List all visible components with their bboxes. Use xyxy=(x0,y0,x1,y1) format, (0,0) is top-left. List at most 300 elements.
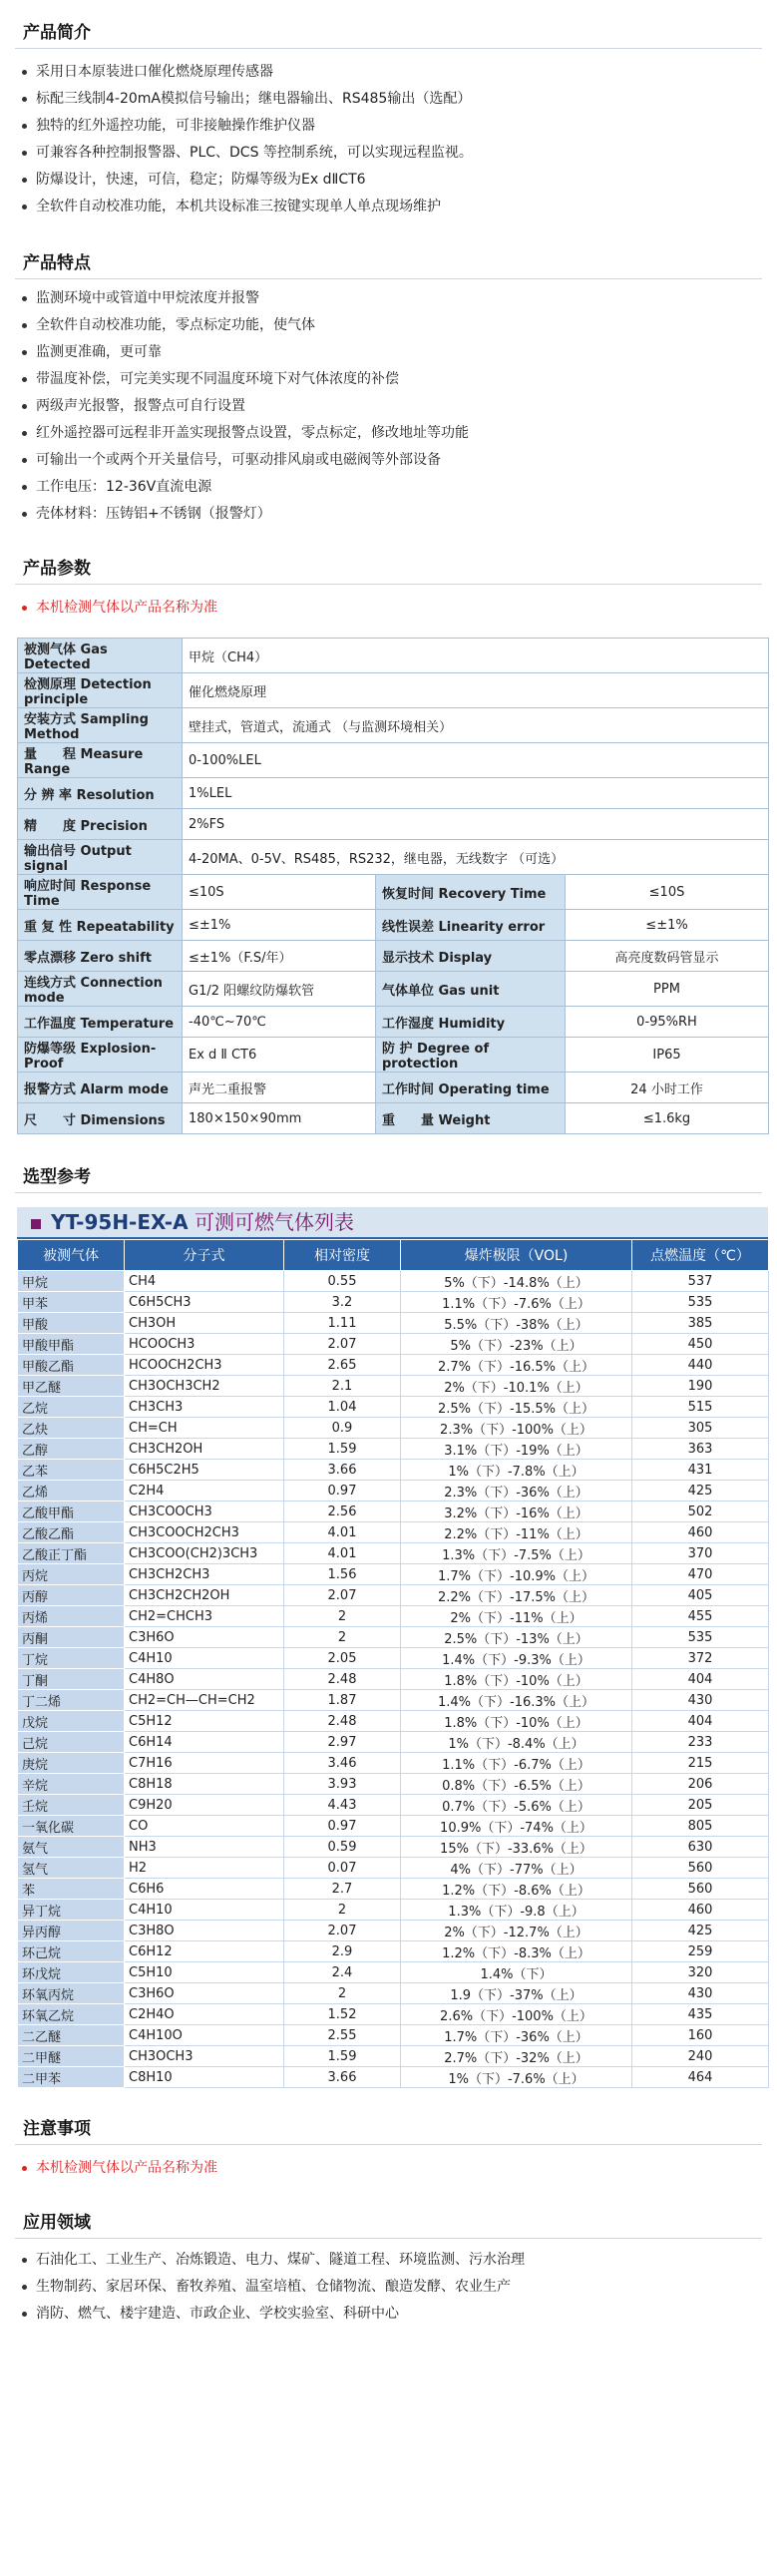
spec-table xyxy=(17,638,769,1134)
table-cell: 0.97 xyxy=(284,1481,401,1502)
table-cell: 206 xyxy=(632,1774,769,1795)
table-cell: 0.7%（下）-5.6%（上） xyxy=(401,1795,632,1816)
gas-list-heading xyxy=(17,1207,768,1239)
spec-value: 0-100%LEL xyxy=(183,743,769,778)
list-item: 红外遥控器可远程非开盖实现报警点设置，零点标定，修改地址等功能 xyxy=(22,420,777,447)
table-cell: 环己烷 xyxy=(18,1941,125,1962)
table-cell: 1.4%（下）-16.3%（上） xyxy=(401,1690,632,1711)
table-cell: 丙醇 xyxy=(18,1585,125,1606)
spec-row xyxy=(18,1073,769,1103)
table-cell: 1.56 xyxy=(284,1564,401,1585)
table-cell: 190 xyxy=(632,1376,769,1397)
table-row xyxy=(18,1627,769,1648)
spec-key: 重 复 性 Repeatability xyxy=(18,910,183,941)
table-cell: 560 xyxy=(632,1858,769,1879)
spec-key: 防爆等级 Explosion-Proof xyxy=(18,1038,183,1073)
spec-row xyxy=(18,910,769,941)
section-title-features: 产品特点 xyxy=(15,230,762,279)
table-cell: 1.87 xyxy=(284,1690,401,1711)
table-cell: C4H10 xyxy=(125,1900,284,1921)
list-item: 防爆设计，快速，可信，稳定；防爆等级为Ex dⅡCT6 xyxy=(22,167,777,194)
table-cell: 甲酸甲酯 xyxy=(18,1334,125,1355)
gas-list-model: YT-95H-EX-A xyxy=(51,1210,189,1234)
table-cell: 2 xyxy=(284,1900,401,1921)
table-row xyxy=(18,1900,769,1921)
table-cell: 苯 xyxy=(18,1879,125,1900)
table-row xyxy=(18,1564,769,1585)
table-cell: 0.59 xyxy=(284,1837,401,1858)
table-cell: C6H12 xyxy=(125,1941,284,1962)
table-cell: 甲乙醚 xyxy=(18,1376,125,1397)
table-row xyxy=(18,1879,769,1900)
table-cell: 乙酸乙酯 xyxy=(18,1522,125,1543)
table-cell: 537 xyxy=(632,1271,769,1292)
list-item: 本机检测气体以产品名称为准 xyxy=(22,2155,777,2182)
spec-key: 量 程 Measure Range xyxy=(18,743,183,778)
table-cell: 乙烯 xyxy=(18,1481,125,1502)
table-cell: C3H6O xyxy=(125,1627,284,1648)
spec-key: 显示技术 Display xyxy=(376,941,566,972)
table-cell: 氢气 xyxy=(18,1858,125,1879)
table-cell: C3H6O xyxy=(125,1983,284,2004)
table-cell: 丁二烯 xyxy=(18,1690,125,1711)
table-cell: 305 xyxy=(632,1418,769,1439)
table-cell: 庚烷 xyxy=(18,1753,125,1774)
table-row xyxy=(18,1753,769,1774)
table-cell: CH3CH2CH3 xyxy=(125,1564,284,1585)
table-cell: 环氧丙烷 xyxy=(18,1983,125,2004)
table-cell: 2%（下）-12.7%（上） xyxy=(401,1921,632,1941)
intro-list xyxy=(0,59,777,220)
table-cell: 丙酮 xyxy=(18,1627,125,1648)
table-row xyxy=(18,1418,769,1439)
spec-key: 工作湿度 Humidity xyxy=(376,1007,566,1038)
list-item: 采用日本原装进口催化燃烧原理传感器 xyxy=(22,59,777,86)
table-row xyxy=(18,1522,769,1543)
applications-list xyxy=(0,2247,777,2328)
spec-row xyxy=(18,840,769,875)
spec-value: 壁挂式，管道式，流通式 （与监测环境相关） xyxy=(183,708,769,743)
table-cell: CH3CH2OH xyxy=(125,1439,284,1460)
table-cell: 丙烯 xyxy=(18,1606,125,1627)
spec-key: 恢复时间 Recovery Time xyxy=(376,875,566,910)
table-cell: 2.7 xyxy=(284,1879,401,1900)
table-cell: 0.97 xyxy=(284,1816,401,1837)
square-bullet-icon xyxy=(31,1219,41,1229)
table-cell: 630 xyxy=(632,1837,769,1858)
table-cell: 丁酮 xyxy=(18,1669,125,1690)
table-row xyxy=(18,1606,769,1627)
table-row xyxy=(18,1355,769,1376)
spec-value: G1/2 阳螺纹防爆软管 xyxy=(183,972,376,1007)
table-cell: 二乙醚 xyxy=(18,2025,125,2046)
table-cell: CH3COO(CH2)3CH3 xyxy=(125,1543,284,1564)
table-cell: 1.3%（下）-9.8（上） xyxy=(401,1900,632,1921)
spec-value: 催化燃烧原理 xyxy=(183,673,769,708)
spec-row xyxy=(18,1103,769,1134)
table-cell: 辛烷 xyxy=(18,1774,125,1795)
table-cell: 372 xyxy=(632,1648,769,1669)
table-row xyxy=(18,1543,769,1564)
table-cell: C3H8O xyxy=(125,1921,284,1941)
table-cell: CH4 xyxy=(125,1271,284,1292)
spec-value: 2%FS xyxy=(183,809,769,840)
table-row xyxy=(18,1837,769,1858)
spec-value: 180×150×90mm xyxy=(183,1103,376,1134)
table-cell: 464 xyxy=(632,2067,769,2088)
table-cell: 4.01 xyxy=(284,1543,401,1564)
notes-list xyxy=(0,2155,777,2182)
list-item: 监测更准确，更可靠 xyxy=(22,339,777,366)
table-cell: 15%（下）-33.6%（上） xyxy=(401,1837,632,1858)
spec-value: ≤10S xyxy=(566,875,769,910)
table-cell: 1.59 xyxy=(284,2046,401,2067)
table-cell: C6H5C2H5 xyxy=(125,1460,284,1481)
table-cell: 0.8%（下）-6.5%（上） xyxy=(401,1774,632,1795)
section-title-selection: 选型参考 xyxy=(15,1144,762,1193)
table-cell: 2.07 xyxy=(284,1921,401,1941)
table-row xyxy=(18,1460,769,1481)
table-cell: C5H10 xyxy=(125,1962,284,1983)
table-cell: 甲酸 xyxy=(18,1313,125,1334)
features-list xyxy=(0,285,777,528)
table-cell: 1.2%（下）-8.3%（上） xyxy=(401,1941,632,1962)
table-row xyxy=(18,1795,769,1816)
spec-row xyxy=(18,708,769,743)
table-cell: 2.5%（下）-15.5%（上） xyxy=(401,1397,632,1418)
table-cell: 502 xyxy=(632,1502,769,1522)
table-cell: 3.2 xyxy=(284,1292,401,1313)
table-cell: 异丙醇 xyxy=(18,1921,125,1941)
table-row xyxy=(18,2025,769,2046)
table-cell: 异丁烷 xyxy=(18,1900,125,1921)
table-cell: 404 xyxy=(632,1711,769,1732)
table-row xyxy=(18,2046,769,2067)
table-cell: 2.5%（下）-13%（上） xyxy=(401,1627,632,1648)
table-cell: 3.46 xyxy=(284,1753,401,1774)
table-cell: 1.52 xyxy=(284,2004,401,2025)
spec-row xyxy=(18,809,769,840)
spec-key: 工作时间 Operating time xyxy=(376,1073,566,1103)
spec-row xyxy=(18,1007,769,1038)
table-cell: 2 xyxy=(284,1627,401,1648)
table-cell: 259 xyxy=(632,1941,769,1962)
table-cell: 甲苯 xyxy=(18,1292,125,1313)
spec-key: 报警方式 Alarm mode xyxy=(18,1073,183,1103)
table-cell: CH3OCH3 xyxy=(125,2046,284,2067)
table-cell: 440 xyxy=(632,1355,769,1376)
table-cell: 460 xyxy=(632,1900,769,1921)
table-cell: 1.11 xyxy=(284,1313,401,1334)
table-cell: 二甲苯 xyxy=(18,2067,125,2088)
table-cell: C6H14 xyxy=(125,1732,284,1753)
list-item: 消防、燃气、楼宇建造、市政企业、学校实验室、科研中心 xyxy=(22,2301,777,2328)
gas-column-header: 相对密度 xyxy=(284,1240,401,1271)
spec-row xyxy=(18,941,769,972)
table-cell: 0.55 xyxy=(284,1271,401,1292)
table-cell: 2.07 xyxy=(284,1334,401,1355)
table-cell: 3.1%（下）-19%（上） xyxy=(401,1439,632,1460)
table-cell: 430 xyxy=(632,1983,769,2004)
table-cell: 455 xyxy=(632,1606,769,1627)
table-cell: 1.2%（下）-8.6%（上） xyxy=(401,1879,632,1900)
table-cell: 2%（下）-10.1%（上） xyxy=(401,1376,632,1397)
spec-key: 精 度 Precision xyxy=(18,809,183,840)
table-row xyxy=(18,1585,769,1606)
table-cell: HCOOCH2CH3 xyxy=(125,1355,284,1376)
spec-value: 声光二重报警 xyxy=(183,1073,376,1103)
gas-list-title: 可测可燃气体列表 xyxy=(188,1210,354,1234)
table-cell: 乙醇 xyxy=(18,1439,125,1460)
table-row xyxy=(18,1774,769,1795)
spec-key: 气体单位 Gas unit xyxy=(376,972,566,1007)
spec-key: 线性误差 Linearity error xyxy=(376,910,566,941)
gas-column-header: 爆炸极限（VOL) xyxy=(401,1240,632,1271)
table-row xyxy=(18,1858,769,1879)
list-item: 监测环境中或管道中甲烷浓度并报警 xyxy=(22,285,777,312)
table-cell: 425 xyxy=(632,1921,769,1941)
table-row xyxy=(18,1439,769,1460)
table-cell: 363 xyxy=(632,1439,769,1460)
table-cell: 2.97 xyxy=(284,1732,401,1753)
table-row xyxy=(18,2067,769,2088)
table-cell: 370 xyxy=(632,1543,769,1564)
table-row xyxy=(18,1271,769,1292)
table-cell: 戊烷 xyxy=(18,1711,125,1732)
table-cell: 甲烷 xyxy=(18,1271,125,1292)
table-cell: 320 xyxy=(632,1962,769,1983)
list-item: 独特的红外遥控功能，可非接触操作维护仪器 xyxy=(22,113,777,140)
table-cell: C2H4 xyxy=(125,1481,284,1502)
table-cell: CH2=CH—CH=CH2 xyxy=(125,1690,284,1711)
table-row xyxy=(18,1481,769,1502)
table-cell: 2.6%（下）-100%（上） xyxy=(401,2004,632,2025)
spec-key: 重 量 Weight xyxy=(376,1103,566,1134)
table-cell: C8H18 xyxy=(125,1774,284,1795)
table-cell: CH=CH xyxy=(125,1418,284,1439)
spec-key: 连线方式 Connection mode xyxy=(18,972,183,1007)
table-cell: 430 xyxy=(632,1690,769,1711)
list-item: 全软件自动校准功能，零点标定功能，使气体 xyxy=(22,312,777,339)
table-cell: 405 xyxy=(632,1585,769,1606)
table-cell: 1.4%（下）-9.3%（上） xyxy=(401,1648,632,1669)
table-cell: 2.1 xyxy=(284,1376,401,1397)
table-cell: 5.5%（下）-38%（上） xyxy=(401,1313,632,1334)
table-cell: 435 xyxy=(632,2004,769,2025)
list-item: 工作电压：12-36V直流电源 xyxy=(22,474,777,501)
table-cell: 甲酸乙酯 xyxy=(18,1355,125,1376)
spec-value: 0-95%RH xyxy=(566,1007,769,1038)
list-item: 全软件自动校准功能，本机共设标准三按键实现单人单点现场维护 xyxy=(22,194,777,220)
spec-key: 响应时间 Response Time xyxy=(18,875,183,910)
table-cell: CH3OH xyxy=(125,1313,284,1334)
table-cell: 乙酸正丁酯 xyxy=(18,1543,125,1564)
table-cell: 2.2%（下）-17.5%（上） xyxy=(401,1585,632,1606)
spec-key: 检测原理 Detection principle xyxy=(18,673,183,708)
table-row xyxy=(18,1816,769,1837)
gas-column-header: 分子式 xyxy=(125,1240,284,1271)
table-cell: 1.1%（下）-7.6%（上） xyxy=(401,1292,632,1313)
table-cell: HCOOCH3 xyxy=(125,1334,284,1355)
table-cell: CH3OCH3CH2 xyxy=(125,1376,284,1397)
spec-value: ≤±1%（F.S/年） xyxy=(183,941,376,972)
table-cell: 2.3%（下）-100%（上） xyxy=(401,1418,632,1439)
table-cell: 2 xyxy=(284,1606,401,1627)
table-row xyxy=(18,1669,769,1690)
table-cell: 425 xyxy=(632,1481,769,1502)
table-cell: 壬烷 xyxy=(18,1795,125,1816)
table-cell: 3.93 xyxy=(284,1774,401,1795)
table-cell: 10.9%（下）-74%（上） xyxy=(401,1816,632,1837)
table-cell: 一氧化碳 xyxy=(18,1816,125,1837)
list-item: 可兼容各种控制报警器、PLC、DCS 等控制系统，可以实现远程监视。 xyxy=(22,140,777,167)
spec-key: 输出信号 Output signal xyxy=(18,840,183,875)
table-cell: 3.66 xyxy=(284,1460,401,1481)
table-row xyxy=(18,1941,769,1962)
spec-value: PPM xyxy=(566,972,769,1007)
spec-row xyxy=(18,972,769,1007)
section-title-intro: 产品简介 xyxy=(15,0,762,49)
table-cell: 535 xyxy=(632,1627,769,1648)
spec-value: -40℃~70℃ xyxy=(183,1007,376,1038)
table-cell: CH3COOCH2CH3 xyxy=(125,1522,284,1543)
list-item: 生物制药、家居环保、畜牧养殖、温室培植、仓储物流、酿造发酵、农业生产 xyxy=(22,2274,777,2301)
gas-column-header: 点燃温度（℃） xyxy=(632,1240,769,1271)
table-cell: 160 xyxy=(632,2025,769,2046)
spec-row xyxy=(18,639,769,673)
table-cell: 环氧乙烷 xyxy=(18,2004,125,2025)
table-cell: 5%（下）-23%（上） xyxy=(401,1334,632,1355)
spec-row xyxy=(18,875,769,910)
table-cell: 2.3%（下）-36%（上） xyxy=(401,1481,632,1502)
spec-key: 安装方式 Sampling Method xyxy=(18,708,183,743)
table-cell: C4H10O xyxy=(125,2025,284,2046)
table-cell: 1.3%（下）-7.5%（上） xyxy=(401,1543,632,1564)
table-cell: 240 xyxy=(632,2046,769,2067)
table-cell: 431 xyxy=(632,1460,769,1481)
table-cell: 丙烷 xyxy=(18,1564,125,1585)
table-cell: 2.48 xyxy=(284,1669,401,1690)
table-cell: 233 xyxy=(632,1732,769,1753)
table-cell: 805 xyxy=(632,1816,769,1837)
table-cell: CH3CH3 xyxy=(125,1397,284,1418)
table-cell: 515 xyxy=(632,1397,769,1418)
list-item: 两级声光报警，报警点可自行设置 xyxy=(22,393,777,420)
table-cell: 0.07 xyxy=(284,1858,401,1879)
list-item: 可输出一个或两个开关量信号，可驱动排风扇或电磁阀等外部设备 xyxy=(22,447,777,474)
table-row xyxy=(18,1921,769,1941)
table-cell: 丁烷 xyxy=(18,1648,125,1669)
table-cell: 氨气 xyxy=(18,1837,125,1858)
spec-key: 防 护 Degree of protection xyxy=(376,1038,566,1073)
spec-value: 甲烷（CH4） xyxy=(183,639,769,673)
table-cell: 己烷 xyxy=(18,1732,125,1753)
table-cell: C6H6 xyxy=(125,1879,284,1900)
table-cell: 460 xyxy=(632,1522,769,1543)
table-cell: 1.04 xyxy=(284,1397,401,1418)
spec-row xyxy=(18,1038,769,1073)
table-cell: 2.4 xyxy=(284,1962,401,1983)
table-row xyxy=(18,1962,769,1983)
table-cell: 乙苯 xyxy=(18,1460,125,1481)
table-row xyxy=(18,1334,769,1355)
table-cell: 乙炔 xyxy=(18,1418,125,1439)
table-cell: 2.05 xyxy=(284,1648,401,1669)
spec-value: ≤10S xyxy=(183,875,376,910)
table-cell: 1%（下）-7.8%（上） xyxy=(401,1460,632,1481)
table-cell: 0.9 xyxy=(284,1418,401,1439)
table-cell: C9H20 xyxy=(125,1795,284,1816)
table-cell: 4.01 xyxy=(284,1522,401,1543)
spec-row xyxy=(18,778,769,809)
spec-key: 零点漂移 Zero shift xyxy=(18,941,183,972)
table-cell: 560 xyxy=(632,1879,769,1900)
table-cell: 1.59 xyxy=(284,1439,401,1460)
table-cell: 404 xyxy=(632,1669,769,1690)
table-row xyxy=(18,1690,769,1711)
params-note-list xyxy=(0,595,777,622)
list-item: 石油化工、工业生产、冶炼锻造、电力、煤矿、隧道工程、环境监测、污水治理 xyxy=(22,2247,777,2274)
table-cell: CH2=CHCH3 xyxy=(125,1606,284,1627)
table-cell: 1.4%（下） xyxy=(401,1962,632,1983)
table-cell: H2 xyxy=(125,1858,284,1879)
spec-key: 分 辨 率 Resolution xyxy=(18,778,183,809)
table-cell: 1%（下）-8.4%（上） xyxy=(401,1732,632,1753)
table-cell: 205 xyxy=(632,1795,769,1816)
table-cell: 2.48 xyxy=(284,1711,401,1732)
table-row xyxy=(18,1711,769,1732)
table-row xyxy=(18,1732,769,1753)
table-row xyxy=(18,1397,769,1418)
table-cell: 470 xyxy=(632,1564,769,1585)
table-cell: 2.7%（下）-16.5%（上） xyxy=(401,1355,632,1376)
spec-value: ≤1.6kg xyxy=(566,1103,769,1134)
table-cell: 2 xyxy=(284,1983,401,2004)
table-cell: 乙烷 xyxy=(18,1397,125,1418)
table-cell: 2.65 xyxy=(284,1355,401,1376)
table-cell: CH3CH2CH2OH xyxy=(125,1585,284,1606)
section-title-notes: 注意事项 xyxy=(15,2096,762,2145)
table-cell: 1.1%（下）-6.7%（上） xyxy=(401,1753,632,1774)
table-cell: NH3 xyxy=(125,1837,284,1858)
list-item: 壳体材料：压铸铝+不锈钢（报警灯） xyxy=(22,501,777,528)
table-row xyxy=(18,1983,769,2004)
table-cell: 3.2%（下）-16%（上） xyxy=(401,1502,632,1522)
spec-value: ≤±1% xyxy=(566,910,769,941)
spec-key: 工作温度 Temperature xyxy=(18,1007,183,1038)
spec-row xyxy=(18,743,769,778)
table-cell: 1.7%（下）-36%（上） xyxy=(401,2025,632,2046)
table-cell: 385 xyxy=(632,1313,769,1334)
spec-key: 被测气体 Gas Detected xyxy=(18,639,183,673)
table-cell: 二甲醚 xyxy=(18,2046,125,2067)
table-cell: 乙酸甲酯 xyxy=(18,1502,125,1522)
table-cell: 1.7%（下）-10.9%（上） xyxy=(401,1564,632,1585)
table-cell: C7H16 xyxy=(125,1753,284,1774)
table-cell: 450 xyxy=(632,1334,769,1355)
table-cell: C6H5CH3 xyxy=(125,1292,284,1313)
table-cell: C4H10 xyxy=(125,1648,284,1669)
table-cell: 环戊烷 xyxy=(18,1962,125,1983)
table-cell: 3.66 xyxy=(284,2067,401,2088)
table-row xyxy=(18,1313,769,1334)
table-cell: 2%（下）-11%（上） xyxy=(401,1606,632,1627)
table-cell: 4%（下）-77%（上） xyxy=(401,1858,632,1879)
spec-value: 4-20MA、0-5V、RS485，RS232，继电器，无线数字 （可选） xyxy=(183,840,769,875)
table-row xyxy=(18,1502,769,1522)
table-cell: 4.43 xyxy=(284,1795,401,1816)
table-cell: 1.8%（下）-10%（上） xyxy=(401,1711,632,1732)
